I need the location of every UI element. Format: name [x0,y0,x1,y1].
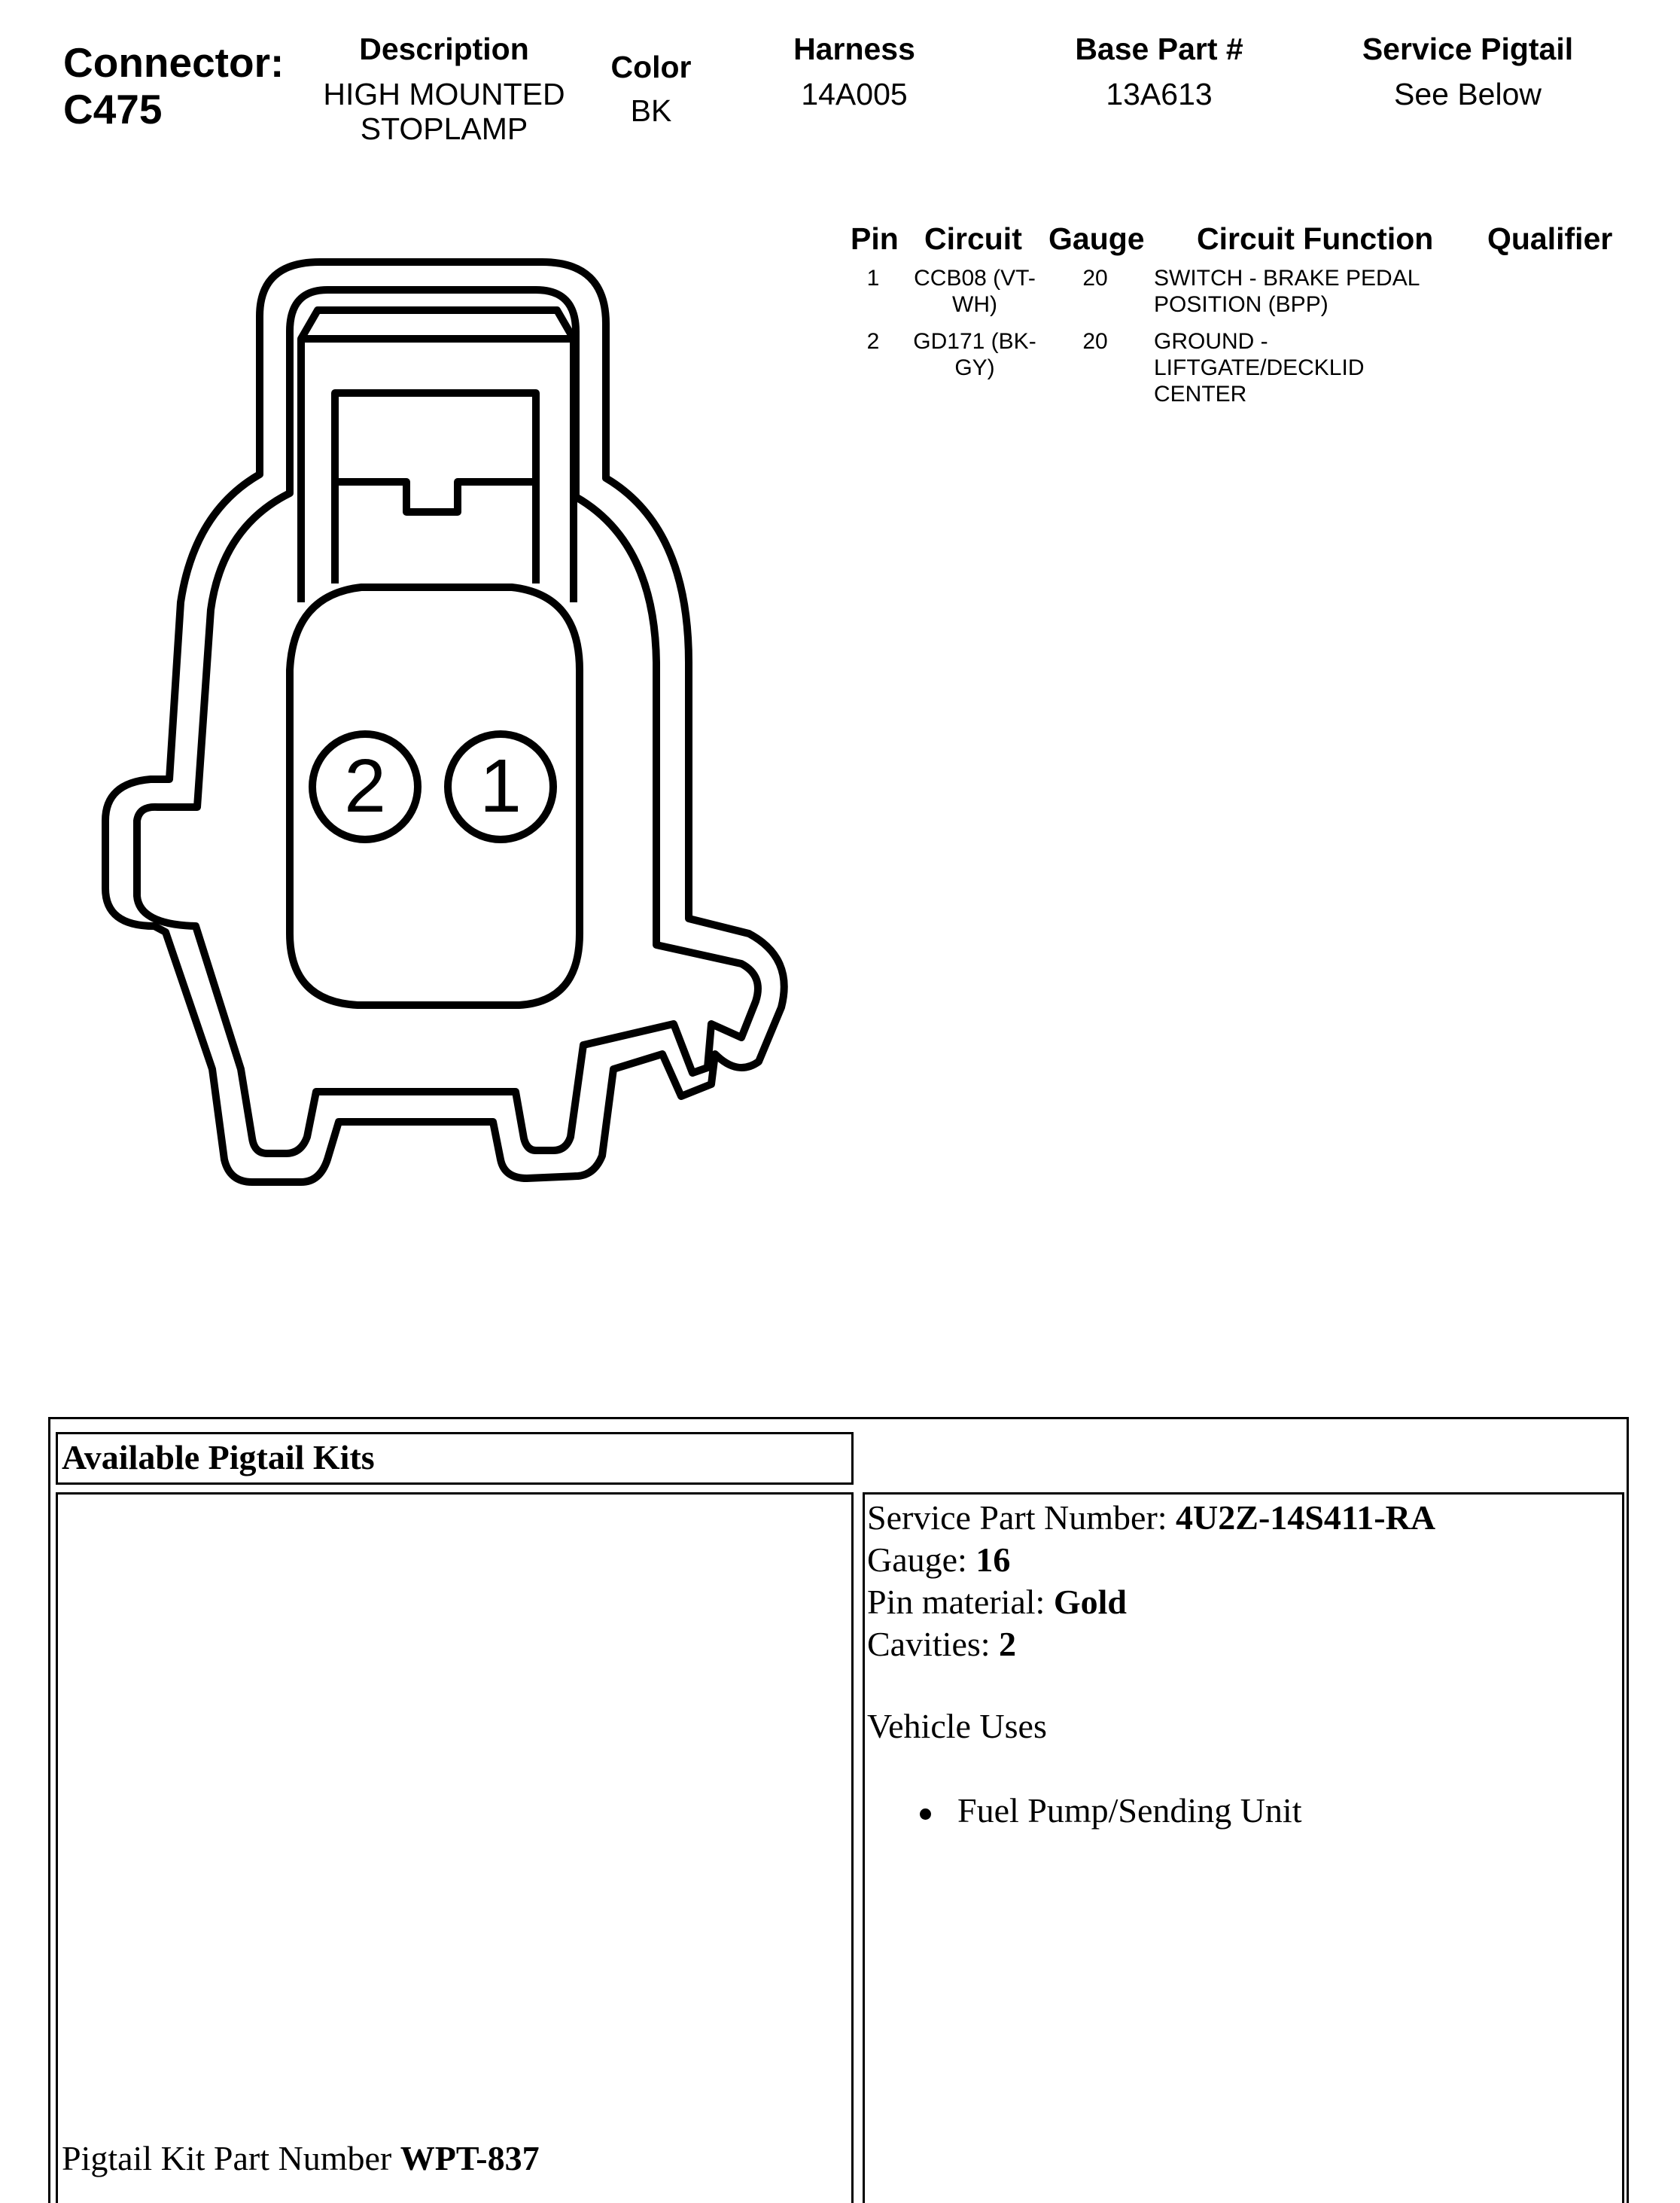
vehicle-uses-heading: Vehicle Uses [867,1707,1047,1745]
service-pigtail-header: Service Pigtail [1362,32,1574,66]
pin-material-line [867,1581,1435,1623]
latch-tab [335,393,536,584]
pin-row-1-function-line2: POSITION (BPP) [1154,292,1328,317]
description-line1: HIGH MOUNTED [323,77,565,111]
gauge-label: Gauge: [867,1540,976,1579]
cavities-label: Cavities: [867,1625,1000,1663]
pin-table-header-pin: Pin [851,221,899,256]
connector-inner-outline [137,290,758,1153]
pin-row-2-gauge: 20 [1082,329,1108,354]
service-part-value: 4U2Z-14S411-RA [1176,1498,1436,1537]
color-header: Color [610,50,692,84]
bullet-icon [920,1808,931,1820]
pin-row-2-function-line2: LIFTGATE/DECKLID [1154,355,1365,380]
base-part-value: 13A613 [1106,77,1213,111]
connector-face-diagram [0,0,828,1235]
pin-cavity-body [290,587,580,1005]
pin-row-2-circuit-line2: GY) [954,355,995,380]
cavities-value: 2 [999,1625,1017,1663]
pin-2-label: 2 [344,744,386,828]
connector-id: C475 [63,86,163,133]
pin-table-header-gauge: Gauge [1048,221,1145,256]
pin-row-1-circuit-line1: CCB08 (VT- [914,266,1036,291]
pin-row-1-function-line1: SWITCH - BRAKE PEDAL [1154,266,1420,291]
pin-1-label: 1 [479,744,522,828]
pin-table-header-function: Circuit Function [1197,221,1434,256]
pigtail-kit-label: Pigtail Kit Part Number [62,2139,400,2177]
gauge-line [867,1539,1435,1581]
service-part-label: Service Part Number: [867,1498,1176,1537]
pin-row-1-pin: 1 [866,266,880,291]
base-part-header: Base Part # [1075,32,1243,66]
pin-material-label: Pin material: [867,1583,1054,1621]
pin-row-2-circuit-line1: GD171 (BK- [913,329,1036,354]
pin-material-value: Gold [1053,1583,1127,1621]
pin-table-header-circuit: Circuit [924,221,1022,256]
pigtail-kit-part-number [62,2138,540,2178]
pin-row-2-function-line3: CENTER [1154,382,1247,407]
vehicle-use-label: Fuel Pump/Sending Unit [957,1791,1302,1830]
pigtail-details [867,1497,1435,1665]
pigtail-title: Available Pigtail Kits [62,1438,375,1476]
description-line2: STOPLAMP [360,111,528,146]
connector-label: Connector: [63,39,285,86]
harness-value: 14A005 [801,77,908,111]
pin-row-2-function-line1: GROUND - [1154,329,1268,354]
pin-table-header-qualifier: Qualifier [1487,221,1613,256]
cavities-line [867,1623,1435,1665]
service-pigtail-value: See Below [1393,77,1542,111]
pin-row-2-pin: 2 [866,329,880,354]
vehicle-use-item [917,1790,1301,1830]
harness-header: Harness [793,32,915,66]
pin-row-1-circuit-line2: WH) [952,292,997,317]
description-header: Description [359,32,529,66]
pigtail-image-cell [56,1492,854,2203]
service-part-number-line [867,1497,1435,1539]
pin-row-1-gauge: 20 [1082,266,1108,291]
color-value: BK [630,93,672,128]
pigtail-kit-value: WPT-837 [400,2139,540,2177]
gauge-value: 16 [975,1540,1011,1579]
